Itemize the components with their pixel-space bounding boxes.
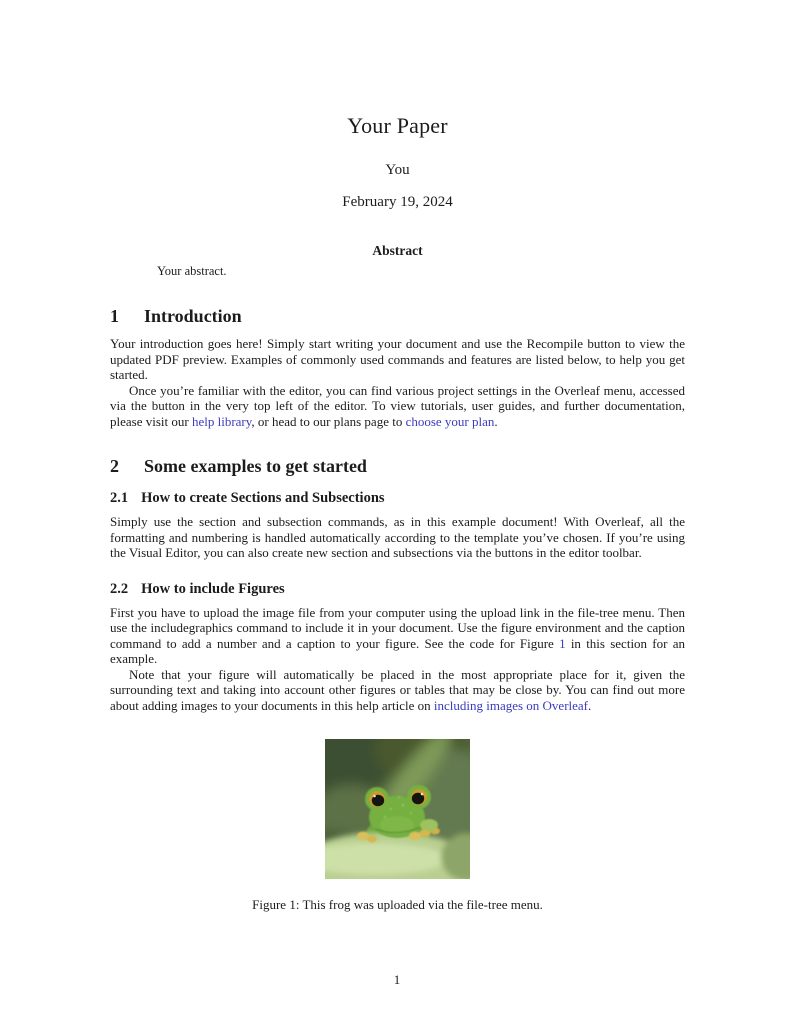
abstract-heading: Abstract: [372, 243, 423, 258]
abstract-text: Your abstract.: [157, 264, 227, 278]
subsection-2-2-heading: [110, 580, 685, 598]
section-2-number: 2: [110, 456, 119, 476]
intro-paragraph-2: Once you’re familiar with the editor, you can find various project settings in the Overleaf menu, accessed via the button in the very top left of the editor. To view tutorials, user guides, and further documentation, please visit our help library, or head to our plans page to choose your plan.: [110, 382, 685, 429]
section-2-heading: [110, 455, 685, 477]
intro-paragraph-1: Your introduction goes here! Simply start writing your document and use the Recompile button to view the updated PDF preview. Examples of commonly used commands and features are listed below, to help you get started.: [110, 336, 685, 382]
subsection-2-2-title: How to include Figures: [141, 580, 285, 597]
figures-paragraph-2: Note that your figure will automatically be placed in the most appropriate place for it, given the surrounding text and taking into account other figures or tables that may be close by. You can find out more about adding images to your documents in this help article on including images on Overleaf.: [110, 666, 685, 713]
section-2-title: Some examples to get started: [144, 456, 367, 476]
paper-title: Your Paper: [347, 113, 448, 138]
frog-photo: [325, 739, 470, 879]
figures-paragraph-1: First you have to upload the image file from your computer using the upload link in the file-tree menu. Then use the includegraphics command to include it in your document. Use the figure environment and the caption command to add a number and a caption to your figure. See the code for Figure 1 in this section for an example.: [110, 604, 685, 666]
page-number: 1: [393, 972, 401, 987]
paper-date: February 19, 2024: [342, 194, 453, 210]
subsection-2-1-heading: [110, 489, 685, 507]
figure-1: [110, 739, 685, 913]
help-library-link[interactable]: help library: [191, 413, 252, 429]
subsection-2-1-title: How to create Sections and Subsections: [141, 490, 385, 506]
sections-paragraph: Simply use the section and subsection commands, as in this example document! With Overleaf, all the formatting and numbering is handled automatically according to the template you’ve chosen. If you’re using the Visual Editor, you can also create new section and subsections via the buttons in the editor toolbar.: [110, 514, 685, 560]
subsection-2-2-number: 2.2: [110, 580, 129, 597]
subsection-2-1-number: 2.1: [110, 490, 129, 506]
section-1-heading: [110, 305, 685, 327]
figure-caption: Figure 1: This frog was uploaded via the file-tree menu.: [252, 897, 543, 912]
including-images-overleaf-link[interactable]: including images on Overleaf: [433, 697, 589, 713]
section-1-title: Introduction: [144, 306, 242, 326]
section-1-number: 1: [110, 306, 119, 326]
choose-your-plan-link[interactable]: choose your plan: [405, 413, 495, 429]
figure-1-ref-link[interactable]: 1: [559, 635, 566, 651]
paper-author: You: [385, 162, 410, 178]
